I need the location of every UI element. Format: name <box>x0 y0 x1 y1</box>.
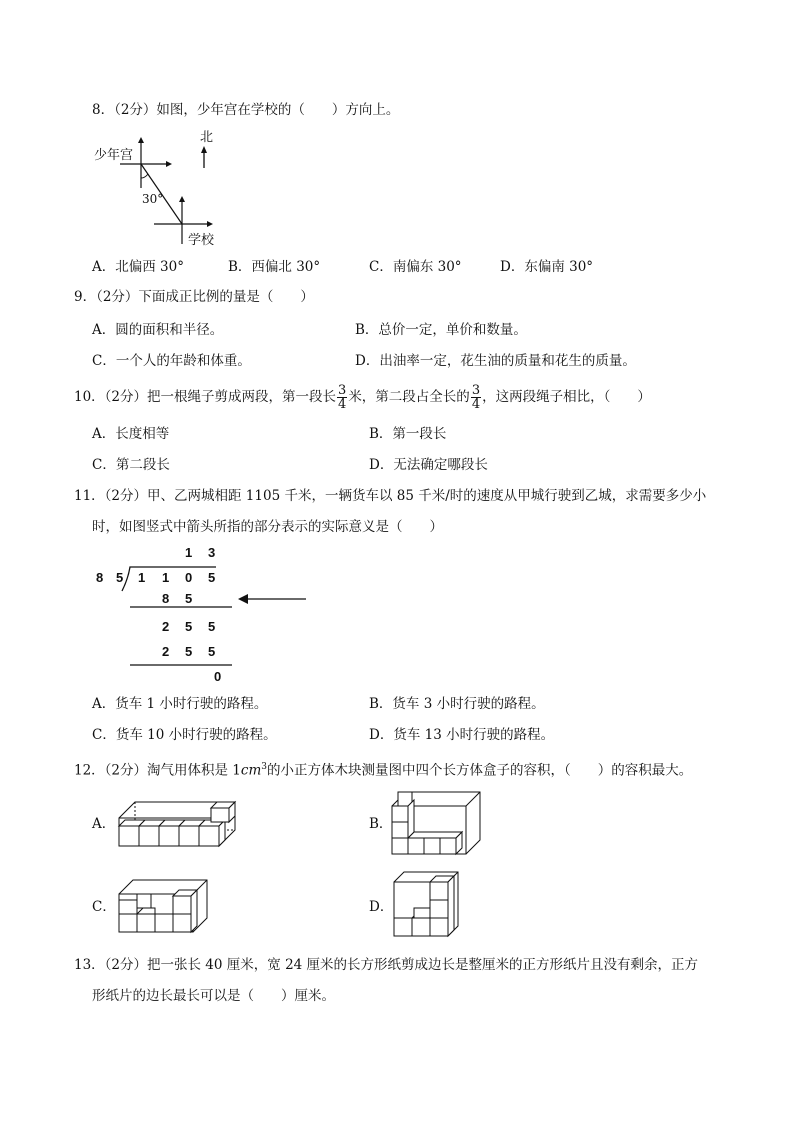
angle-label: 30° <box>142 192 164 206</box>
q10-option-d: D．无法确定哪段长 <box>369 457 488 473</box>
cube-d-back <box>414 908 430 918</box>
axis-a-east-arrow <box>166 161 172 167</box>
cube-d-5 <box>430 882 448 900</box>
cube-d-1 <box>394 918 412 936</box>
q11-option-b: B．货车 3 小时行驶的路程。 <box>369 696 545 712</box>
place-a-label: 少年宫 <box>94 148 134 163</box>
q10-stem-part2: 米，第二段占全长的 <box>348 389 470 405</box>
q10-fraction-2 <box>471 384 481 411</box>
q9-stem: 9．（2分）下面成正比例的量是（ ） <box>74 289 314 305</box>
q12-unit-exponent: 3 <box>261 762 268 772</box>
row1-digit-2: 5 <box>185 591 193 606</box>
q12-box-c <box>115 876 211 936</box>
cube-b-2 <box>408 838 424 854</box>
arrow-head <box>238 594 248 604</box>
q9-option-b: B．总价一定，单价和数量。 <box>355 322 527 338</box>
q12-label-b: B． <box>369 816 393 832</box>
place-b-label: 学校 <box>188 233 215 248</box>
cube-c-step <box>137 908 155 914</box>
cube-b-3 <box>424 838 440 854</box>
cube-b-5 <box>392 822 408 838</box>
division-lines <box>92 543 308 685</box>
q12-label-a: A． <box>92 816 116 832</box>
cube-d-2 <box>412 918 430 936</box>
quotient-digit-2: 3 <box>208 545 216 560</box>
q12-box-a <box>115 796 245 856</box>
q10-stem <box>74 382 651 412</box>
q10-fraction-1-denominator: 4 <box>338 397 347 412</box>
q10-fraction-2-denominator: 4 <box>471 397 481 412</box>
cube-c-5 <box>119 900 137 914</box>
q8-option-b: B．西偏北 30° <box>228 259 321 275</box>
cube-c-6 <box>173 896 191 914</box>
row3-digit-3: 5 <box>208 644 216 659</box>
axis-b-east-arrow <box>207 221 213 227</box>
axis-a-north-arrow <box>138 137 144 143</box>
cube-a-5 <box>199 826 219 846</box>
q10-fraction-1-numerator: 3 <box>338 383 347 398</box>
cube-b-bottom-top <box>408 832 462 838</box>
cube-a-3 <box>159 826 179 846</box>
q11-option-a: A．货车 1 小时行驶的路程。 <box>92 696 268 712</box>
q11-long-division-figure <box>92 543 308 685</box>
row2-digit-2: 5 <box>185 619 193 634</box>
q12-box-b <box>388 786 484 858</box>
q12-label-d: D． <box>369 899 394 915</box>
q12-box-d <box>390 868 462 940</box>
cube-b-1 <box>392 838 408 854</box>
q11-stem-line2: 时，如图竖式中箭头所指的部分表示的实际意义是（ ） <box>92 519 443 535</box>
q9-option-c: C．一个人的年龄和体重。 <box>92 353 251 369</box>
q10-stem-part3: ，这两段绳子相比，（ ） <box>482 389 651 405</box>
cube-d-column-side <box>448 876 454 936</box>
cube-c-1 <box>119 914 137 932</box>
q10-fraction-2-numerator: 3 <box>471 383 481 398</box>
q11-stem-line1: 11．（2分）甲、乙两城相距 1105 千米，一辆货车以 85 千米/时的速度从甲城行驶到乙城，求需要多少小 <box>74 488 707 504</box>
q13-stem-line1: 13．（2分）把一张长 40 厘米，宽 24 厘米的长方形纸剪成边长是整厘米的正方形纸片且没有剩余，正方 <box>74 957 699 973</box>
q8-option-d: D．东偏南 30° <box>500 259 594 275</box>
q11-option-d: D．货车 13 小时行驶的路程。 <box>369 727 555 743</box>
q12-stem <box>74 759 692 779</box>
cube-b-4 <box>440 838 456 854</box>
q11-option-c: C．货车 10 小时行驶的路程。 <box>92 727 277 743</box>
q12-unit: cm <box>240 762 262 779</box>
q10-option-c: C．第二段长 <box>92 457 170 473</box>
cube-a-2 <box>139 826 159 846</box>
angle-arc <box>141 174 148 178</box>
q13-stem-line2: 形纸片的边长最长可以是（ ）厘米。 <box>92 988 335 1004</box>
cube-a-4 <box>179 826 199 846</box>
q9-option-a: A．圆的面积和半径。 <box>92 322 224 338</box>
q10-stem-part1: 10．（2分）把一根绳子剪成两段，第一段长 <box>74 389 337 405</box>
row2-digit-3: 5 <box>208 619 216 634</box>
q12-label-c: C． <box>92 899 116 915</box>
dividend-digit-1: 1 <box>138 570 146 585</box>
divisor-digit-1: 8 <box>96 570 104 585</box>
divisor-digit-2: 5 <box>116 570 124 585</box>
q9-option-d: D．出油率一定，花生油的质量和花生的质量。 <box>355 353 636 369</box>
row3-digit-2: 5 <box>185 644 193 659</box>
q8-direction-figure <box>92 126 222 248</box>
q12-stem-part1: 12．（2分）淘气用体积是 1 <box>74 762 241 779</box>
cube-d-3 <box>430 918 448 936</box>
dividend-digit-2: 1 <box>162 570 170 585</box>
q8-option-a: A．北偏西 30° <box>92 259 184 275</box>
row2-digit-1: 2 <box>162 619 170 634</box>
q10-option-b: B．第一段长 <box>369 426 447 442</box>
quotient-digit-1: 1 <box>185 545 193 560</box>
q8-stem: 8．（2分）如图，少年宫在学校的（ ）方向上。 <box>92 102 400 118</box>
cube-b-6 <box>392 806 408 822</box>
cube-c-6-side <box>191 890 197 932</box>
cube-b-column-side <box>408 800 414 838</box>
cube-d-4 <box>430 900 448 918</box>
north-arrow-head <box>201 146 207 153</box>
dividend-digit-3: 0 <box>185 570 193 585</box>
q12-stem-part2: 的小正方体木块测量图中四个长方体盒子的容积，（ ）的容积最大。 <box>267 762 693 779</box>
cube-c-3 <box>155 914 173 932</box>
cube-c-back <box>137 894 151 908</box>
box-b-top-right-edge <box>466 792 480 806</box>
q10-fraction-1 <box>337 384 347 411</box>
row1-digit-1: 8 <box>162 591 170 606</box>
remainder-digit: 0 <box>214 669 222 684</box>
north-label: 北 <box>200 130 214 145</box>
q8-option-c: C．南偏东 30° <box>369 259 462 275</box>
dividend-digit-4: 5 <box>208 570 216 585</box>
cube-c-4 <box>173 914 191 932</box>
q10-option-a: A．长度相等 <box>92 426 170 442</box>
cube-c-2 <box>137 914 155 932</box>
axis-b-north-arrow <box>179 196 185 202</box>
cube-a-1 <box>119 826 139 846</box>
row3-digit-1: 2 <box>162 644 170 659</box>
cube-a-back-1 <box>211 808 229 822</box>
